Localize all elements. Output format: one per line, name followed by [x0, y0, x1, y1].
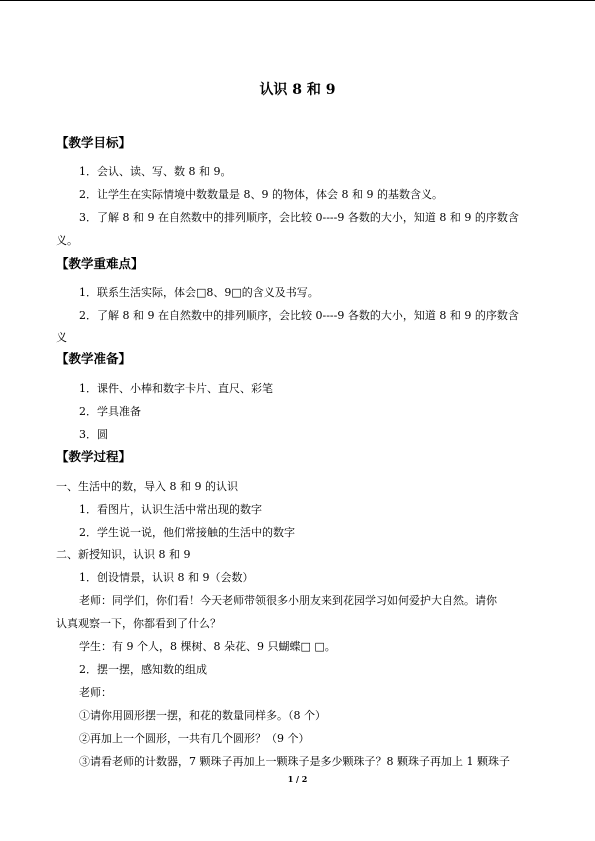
paragraph-line: 3．了解 8 和 9 在自然数中的排列顺序，会比较 0----9 各数的大小，知道 8 和 9 的序数含	[79, 211, 519, 224]
paragraph-line: 2．学具准备	[79, 405, 141, 418]
paragraph-line: 老师：同学们，你们看！今天老师带领很多小朋友来到花园学习如何爱护大自然。请你	[79, 594, 497, 607]
section-heading-key-points: 【教学重难点】	[56, 256, 144, 271]
document-title: 认识 8 和 9	[259, 82, 336, 98]
paragraph-line: 二、新授知识，认识 8 和 9	[56, 548, 191, 561]
paragraph-line: 义。	[56, 234, 78, 247]
paragraph-line: 1．课件、小棒和数字卡片、直尺、彩笔	[79, 382, 273, 395]
section-heading-goals: 【教学目标】	[56, 135, 132, 150]
header-rule	[0, 0, 595, 1]
paragraph-line: 1．看图片，认识生活中常出现的数字	[79, 503, 262, 516]
paragraph-line: 认真观察一下，你都看到了什么？	[56, 617, 221, 630]
section-heading-process: 【教学过程】	[56, 449, 132, 464]
paragraph-line: 1．联系生活实际，体会□8、9□的含义及书写。	[79, 286, 319, 299]
paragraph-line: 2．学生说一说，他们常接触的生活中的数字	[79, 526, 295, 539]
paragraph-line: 老师：	[79, 686, 112, 699]
paragraph-line: ③请看老师的计数器，7 颗珠子再加上一颗珠子是多少颗珠子？8 颗珠子再加上 1 颗珠子	[79, 755, 510, 768]
section-heading-preparation: 【教学准备】	[56, 351, 132, 366]
paragraph-line: ①请你用圆形摆一摆，和花的数量同样多。（8 个）	[79, 709, 326, 722]
paragraph-line: 义	[56, 331, 67, 344]
paragraph-line: 3．圆	[79, 428, 108, 441]
paragraph-line: 1．创设情景，认识 8 和 9（会数）	[79, 571, 254, 584]
paragraph-line: ②再加上一个圆形，一共有几个圆形？（9 个）	[79, 732, 310, 745]
paragraph-line: 2．让学生在实际情境中数数量是 8、9 的物体，体会 8 和 9 的基数含义。	[79, 188, 443, 201]
paragraph-line: 1．会认、读、写、数 8 和 9。	[79, 165, 232, 178]
paragraph-line: 一、生活中的数，导入 8 和 9 的认识	[56, 480, 238, 493]
paragraph-line: 2．摆一摆，感知数的组成	[79, 663, 207, 676]
paragraph-line: 学生：有 9 个人，8 棵树、8 朵花、9 只蝴蝶□ □。	[79, 640, 336, 653]
paragraph-line: 2．了解 8 和 9 在自然数中的排列顺序，会比较 0----9 各数的大小，知道 8 和 9 的序数含	[79, 309, 519, 322]
page-number: 1 / 2	[287, 774, 308, 784]
